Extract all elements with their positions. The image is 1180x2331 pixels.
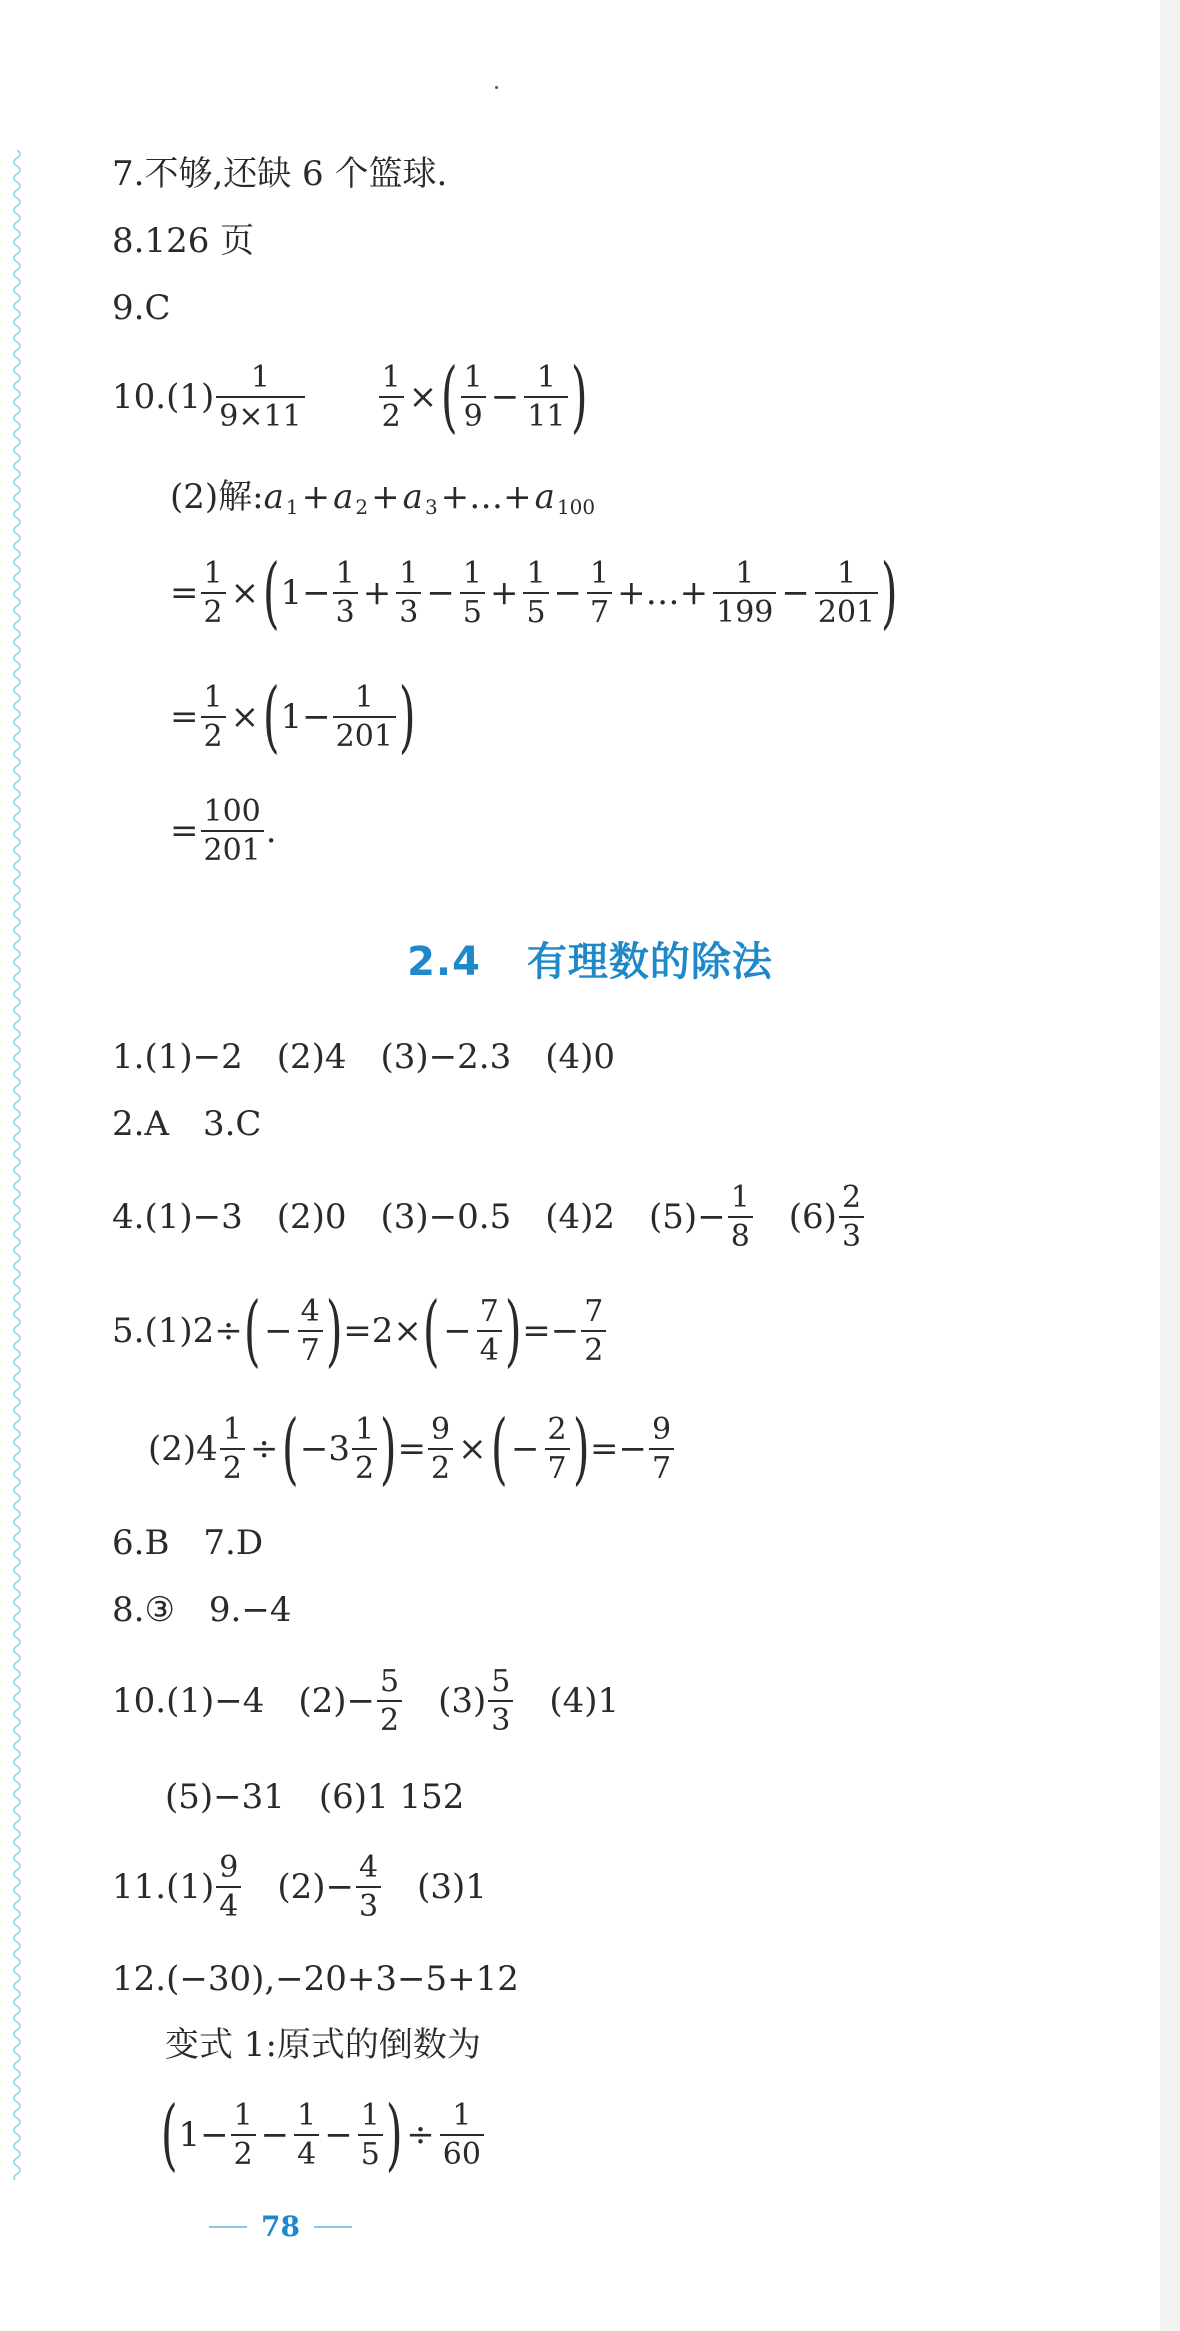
fraction: $\frac{1}{11}$: [524, 362, 568, 433]
series-terms: [331, 555, 880, 630]
times-sign: ×: [408, 377, 438, 417]
fraction: $\frac{1}{5}$: [460, 558, 485, 629]
left-paren: (: [282, 1404, 299, 1494]
left-paren: (: [262, 672, 280, 762]
left-paren: (: [441, 352, 458, 442]
answer-s6: 6.B 7.D: [112, 1523, 264, 1563]
operator: −: [553, 573, 583, 613]
fraction: $\frac{1}{2}$: [201, 682, 226, 753]
minus-sign: −: [490, 377, 520, 417]
right-paren: ): [385, 2090, 403, 2180]
answer-s11: 11.(1) $\frac{9}{4}$ (2)− $\frac{4}{3}$ (3)1: [112, 1849, 487, 1924]
answer-s10-b: (5)−31 (6)1 152: [165, 1777, 465, 1817]
section-name: 有理数的除法: [526, 939, 773, 985]
operator: +…+: [617, 573, 709, 613]
fraction: $\frac{1}{7}$: [587, 558, 612, 629]
answer-s12-variant: 变式 1:原式的倒数为: [165, 2025, 481, 2065]
fraction: $\frac{9}{2}$: [428, 1414, 453, 1485]
fraction: $\frac{7}{4}$: [477, 1296, 502, 1367]
operator: −: [426, 573, 455, 613]
answer-s2: 2.A 3.C: [112, 1104, 262, 1144]
fraction: $\frac{1}{201}$: [333, 682, 396, 753]
operator: +: [489, 573, 519, 613]
fraction: $\frac{100}{201}$: [201, 796, 264, 867]
fraction: $\frac{4}{3}$: [356, 1852, 381, 1923]
right-paren: ): [880, 548, 898, 638]
fraction: $\frac{2}{7}$: [545, 1414, 570, 1485]
section-title: [0, 930, 1180, 987]
answer-7: [112, 154, 448, 194]
fraction: $\frac{1}{2}$: [352, 1414, 377, 1485]
fraction: $\frac{1}{199}$: [713, 558, 776, 629]
right-paren: ): [325, 1286, 343, 1376]
operator: −: [781, 573, 810, 613]
answer-8: [112, 221, 255, 261]
equation-line-1: = $\frac{1}{2}$ × ( 1− $\frac{1}{3}$ + $\frac{1}{3}$ − $\frac{1}{5}$ + $\frac{1}{5}$ − $\frac{1}{7}$ +…+ $\frac{1}{199}$ − $\frac{1}{201}$ ): [170, 548, 898, 638]
answer-10-prefix: 10.(1): [112, 377, 215, 417]
answer-s5-2: (2)4 $\frac{1}{2}$ ÷ ( −3 $\frac{1}{2}$ ) = $\frac{9}{2}$ × ( − $\frac{2}{7}$ ) =− $\frac{9}{7}$: [148, 1404, 676, 1494]
fraction: $\frac{1}{2}$: [231, 2100, 256, 2171]
answer-10-1: [112, 352, 589, 442]
answer-7-text: 7.不够,还缺 6 个篮球.: [112, 154, 448, 194]
fraction: $\frac{1}{2}$: [201, 558, 226, 629]
fraction: $\frac{1}{5}$: [358, 2100, 383, 2171]
left-paren: (: [422, 1286, 440, 1376]
operator: +: [362, 573, 392, 613]
fraction: $\frac{1}{5}$: [523, 558, 548, 629]
right-paren: ): [379, 1404, 397, 1494]
fraction: $\frac{1}{8}$: [728, 1182, 753, 1253]
fraction: $\frac{1}{4}$: [294, 2100, 319, 2171]
page-number-dash-left: [209, 2226, 247, 2228]
answer-s10: 10.(1)−4 (2)− $\frac{5}{2}$ (3) $\frac{5}{3}$ (4)1: [112, 1663, 620, 1738]
fraction: $\frac{1}{2}$: [220, 1414, 245, 1485]
fraction: $\frac{5}{2}$: [377, 1666, 402, 1737]
right-paren: ): [504, 1286, 522, 1376]
left-paren: (: [243, 1286, 261, 1376]
fraction: $\frac{1}{3}$: [396, 558, 421, 629]
answer-s4: 4.(1)−3 (2)0 (3)−0.5 (4)2 (5)− $\frac{1}{8}$ (6) $\frac{2}{3}$: [112, 1172, 866, 1262]
fraction: $\frac{1}{3}$: [333, 558, 358, 629]
answer-9: [112, 288, 171, 328]
fraction: $\frac{1}{60}$: [440, 2100, 484, 2171]
page-number-text: 78: [261, 2210, 300, 2243]
answer-9-text: 9.C: [112, 288, 171, 328]
answer-10-2-intro: (2)解: a 1 + a 2 + a 3 +…+ a 100: [170, 477, 596, 519]
fraction: $\frac{2}{3}$: [839, 1182, 864, 1253]
page-number-dash-right: [314, 2226, 352, 2228]
wavy-margin-line: [10, 150, 24, 2180]
stray-dot: [495, 86, 498, 89]
fraction: $\frac{4}{7}$: [298, 1296, 323, 1367]
answer-8-text: 8.126 页: [112, 221, 255, 261]
right-paren: ): [572, 1404, 590, 1494]
left-paren: (: [160, 2090, 178, 2180]
left-paren: (: [490, 1404, 508, 1494]
fraction: $\frac{7}{2}$: [581, 1296, 606, 1367]
fraction: $\frac{1}{9\times 11}$: [216, 362, 304, 433]
solution-label: (2)解:: [170, 477, 264, 517]
right-paren: ): [398, 672, 416, 762]
page-number: [195, 2210, 366, 2243]
fraction: $\frac{1}{2}$: [379, 362, 404, 433]
answer-s1: 1.(1)−2 (2)4 (3)−2.3 (4)0: [112, 1037, 616, 1077]
answer-s8: 8.③ 9.−4: [112, 1590, 292, 1630]
equation-line-2: = $\frac{1}{2}$ × ( 1− $\frac{1}{201}$ ): [170, 672, 416, 762]
page-edge-shade: [1160, 0, 1180, 2331]
right-paren: ): [571, 352, 589, 442]
equation-line-3: = $\frac{100}{201}$ .: [170, 793, 277, 868]
fraction: $\frac{9}{7}$: [649, 1414, 674, 1485]
answer-s5-1: 5.(1)2÷ ( − $\frac{4}{7}$ ) =2× ( − $\frac{7}{4}$ ) =− $\frac{7}{2}$: [112, 1286, 608, 1376]
left-paren: (: [262, 548, 280, 638]
fraction: $\frac{1}{201}$: [815, 558, 878, 629]
fraction: $\frac{5}{3}$: [488, 1666, 513, 1737]
section-number: 2.4: [407, 939, 481, 985]
answer-s12-expression: ( 1− $\frac{1}{2}$ − $\frac{1}{4}$ − $\frac{1}{5}$ ) ÷ $\frac{1}{60}$: [160, 2090, 486, 2180]
fraction: $\frac{9}{4}$: [216, 1852, 241, 1923]
fraction: $\frac{1}{9}$: [461, 362, 486, 433]
answer-s12: 12.(−30),−20+3−5+12: [112, 1959, 519, 1999]
